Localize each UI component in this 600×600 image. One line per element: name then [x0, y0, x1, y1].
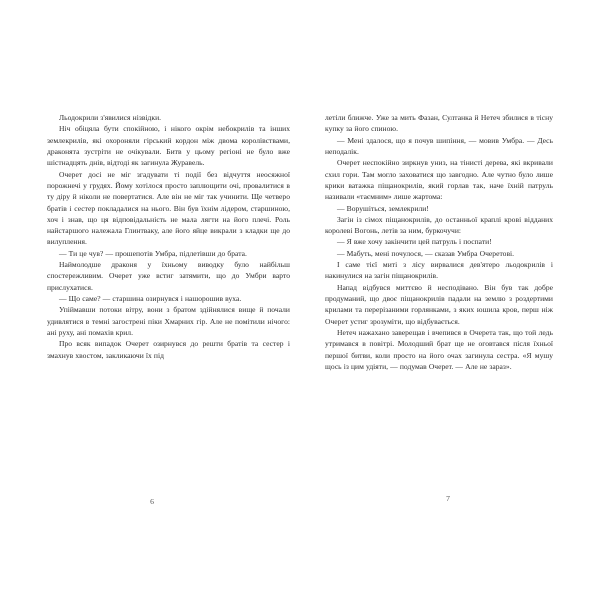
paragraph: — Мені здалося, що я почув шипіння, — мовив Умбра. — Десь неподалік. — [325, 135, 553, 156]
paragraph: Льодокрили з'явилися нізвідки. — [59, 113, 162, 122]
paragraph: — Мабуть, мені почулося, — сказав Умбра Очеретові. — [337, 248, 515, 258]
page-number-left: 6 — [150, 497, 154, 506]
paragraph: І саме тієї миті з лісу вирвалися дев'ятеро льодокрилів і накинулися на загін піщанокрилів. — [325, 260, 553, 281]
paragraph: Наймолодше драконя у їхньому виводку було найбільш спостережливим. Очерет уже встиг затямити, що до Умбри варто прислухатися. — [47, 260, 290, 292]
page-columns — [0, 112, 600, 372]
paragraph: — Що саме? — старшина озирнувся і нашорошив вуха. — [59, 294, 242, 303]
paragraph: Упіймавши потоки вітру, вони з братом здійнялися вище й почали удивлятися в темні загострені піки Хмарних гір. Але не помітили нічого: ані руху, ані помахів крил. — [47, 305, 290, 337]
page-number-right: 7 — [446, 494, 450, 503]
paragraph: Нетеч нажахано заверещав і вчепився в Очерета так, що той ледь утримався в повітрі. Молодший брат ще не оговтався після їхньої першої битви, коли просто на його очах загинула сестра. «Я мушу щось із цим удіяти, — подумав Очерет. — Але не зараз». — [325, 327, 553, 371]
page-right — [300, 112, 600, 372]
paragraph: летіли ближче. Уже за мить Фазан, Султанка й Нетеч збилися в тісну купку за його спиною. — [325, 113, 553, 134]
page-left — [0, 112, 300, 361]
paragraph: Очерет неспокійно зиркнув униз, на тінисті дерева, які вкривали схил гори. Там могло заховатися що завгодно. Але чутно було лише крики ватажка піщанокрилів, який горлав так, наче їхній патруль називали «таємним» лише жартома: — [325, 158, 553, 202]
paragraph: Напад відбувся миттєво й несподівано. Він був так добре продуманий, що двоє піщанокрилів падали на землю з роздертими крилами та перерізаними горлянками, з яких юшила кров, перш ніж Очерет устиг зрозуміти, що відбувається. — [325, 282, 553, 326]
paragraph: Про всяк випадок Очерет озирнувся до решти братів та сестер і змахнув хвостом, закликаючи їх під — [47, 339, 290, 360]
paragraph: — Ти це чув? — прошепотів Умбра, підлетівши до брата. — [59, 248, 247, 258]
page-right-text — [325, 112, 553, 372]
paragraph: Ніч обіцяла бути спокійною, і нікого окрім небокрилів та інших землекрилів, які охороняли гірський кордон між двома королівствами, драконята зустріти не очікували. Битв у цьому регіоні не було вже шістнадцять днів, відтоді як загинула Журавель. — [47, 124, 290, 168]
paragraph: — Ворушіться, землекрили! — [337, 203, 429, 213]
paragraph: Очерет досі не міг згадувати ті події без відчуття неосяжної порожнечі у грудях. Йому хотілося просто заплющити очі, провалитися в ту діру й ніколи не повертатися. Але він не міг так учинити. Ще четверо братів і сестер покладалися на нього. Він був їхнім лідером, старшиною, хоч і знав, що ця відповідальність не мала лягти на його плечі. Роль найстаршого належала Глинтваку, але його яйце викрали з кладки ще до вилуплення. — [47, 169, 290, 247]
paragraph: Загін із сімох піщанокрилів, до останньої краплі крові відданих королеві Вогонь, летів за ним, буркочучи: — [325, 214, 553, 236]
paragraph: — Я вже хочу закінчити цей патруль і поспати! — [337, 237, 492, 247]
page-left-text — [47, 112, 290, 361]
